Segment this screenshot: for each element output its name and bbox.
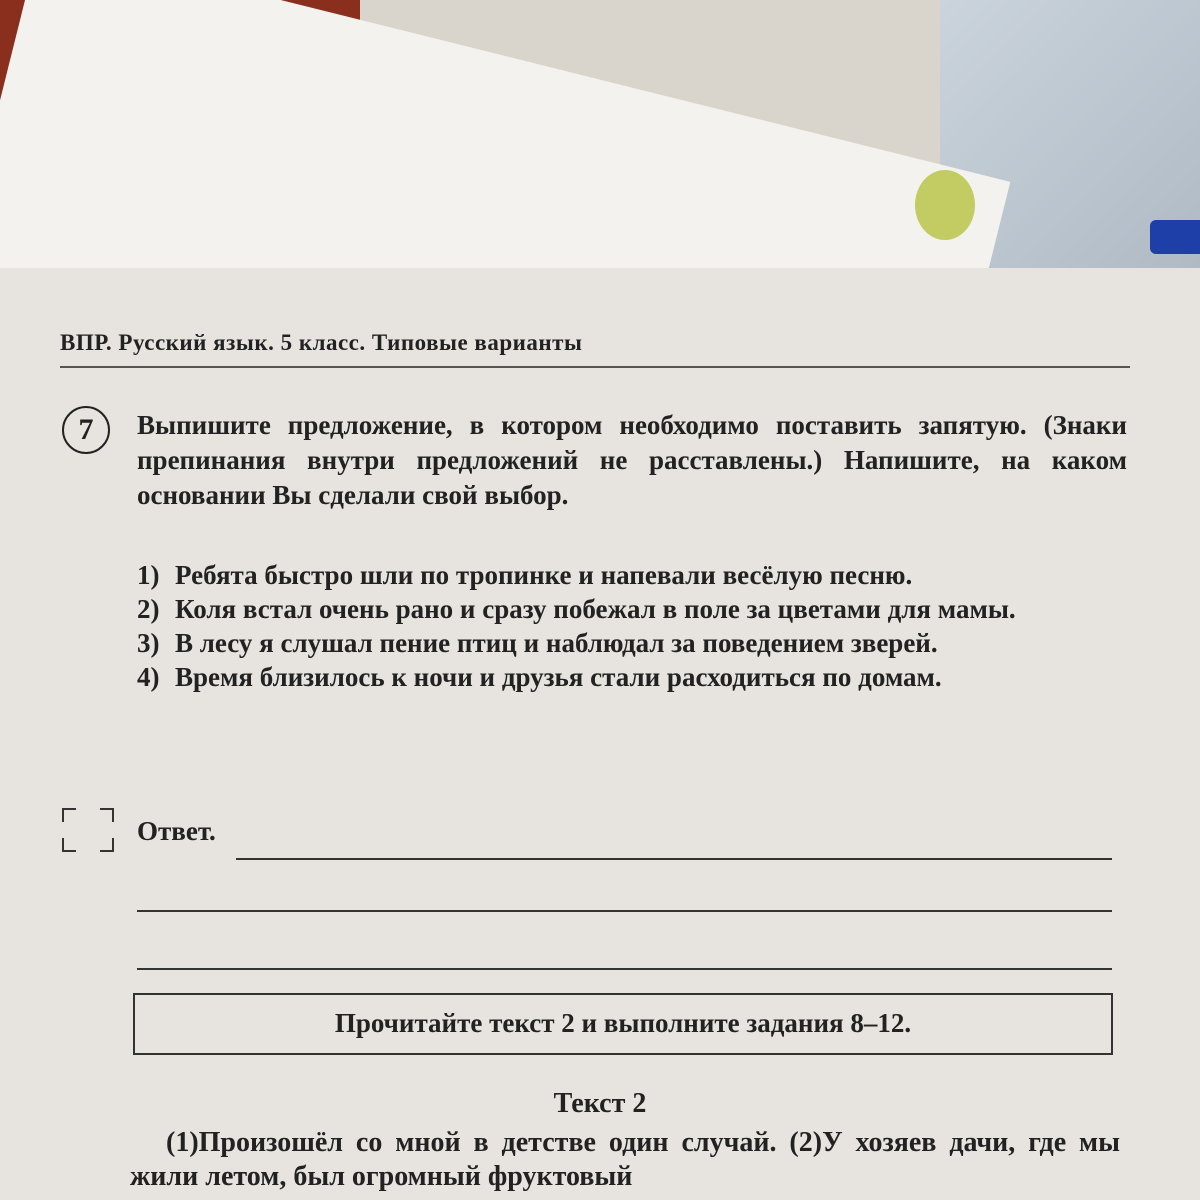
option-text: Время близилось к ночи и друзья стали расходиться по домам. bbox=[175, 662, 942, 692]
answer-label: Ответ. bbox=[137, 816, 216, 846]
score-box-corner bbox=[62, 838, 76, 852]
instruction-box: Прочитайте текст 2 и выполните задания 8–12. bbox=[133, 993, 1113, 1055]
option-item bbox=[137, 626, 1127, 660]
score-box-corner bbox=[100, 838, 114, 852]
option-number: 2) bbox=[137, 594, 160, 624]
option-text: В лесу я слушал пение птиц и наблюдал за поведением зверей. bbox=[175, 628, 938, 658]
option-text: Ребята быстро шли по тропинке и напевали весёлую песню. bbox=[175, 560, 913, 590]
text-title: Текст 2 bbox=[553, 1088, 647, 1119]
option-text: Коля встал очень рано и сразу побежал в поле за цветами для мамы. bbox=[175, 594, 1016, 624]
option-number: 3) bbox=[137, 628, 160, 658]
option-item bbox=[137, 660, 1127, 694]
answer-line[interactable] bbox=[137, 910, 1112, 912]
score-box-corner bbox=[100, 808, 114, 822]
score-box-corner bbox=[62, 808, 76, 822]
option-number: 4) bbox=[137, 662, 160, 692]
page-header: ВПР. Русский язык. 5 класс. Типовые варианты bbox=[60, 330, 583, 355]
background-frog-illustration bbox=[915, 170, 975, 240]
answer-line[interactable] bbox=[236, 858, 1112, 860]
background-pen bbox=[1150, 220, 1200, 254]
task-prompt: Выпишите предложение, в котором необходимо поставить запятую. (Знаки препинания внутри предложений не расставлены.) Напишите, на каком основании Вы сделали свой выбор. bbox=[137, 410, 1127, 510]
answer-line[interactable] bbox=[137, 968, 1112, 970]
option-item bbox=[137, 558, 1127, 592]
workbook-page bbox=[0, 268, 1200, 1200]
option-number: 1) bbox=[137, 560, 160, 590]
text-body: (1)Произошёл со мной в детстве один случай. (2)У хозяев дачи, где мы жили летом, был огромный фруктовый bbox=[130, 1127, 1120, 1192]
task-number-badge: 7 bbox=[62, 406, 110, 454]
header-divider bbox=[60, 366, 1130, 368]
task-options bbox=[137, 558, 1127, 694]
option-item bbox=[137, 592, 1127, 626]
